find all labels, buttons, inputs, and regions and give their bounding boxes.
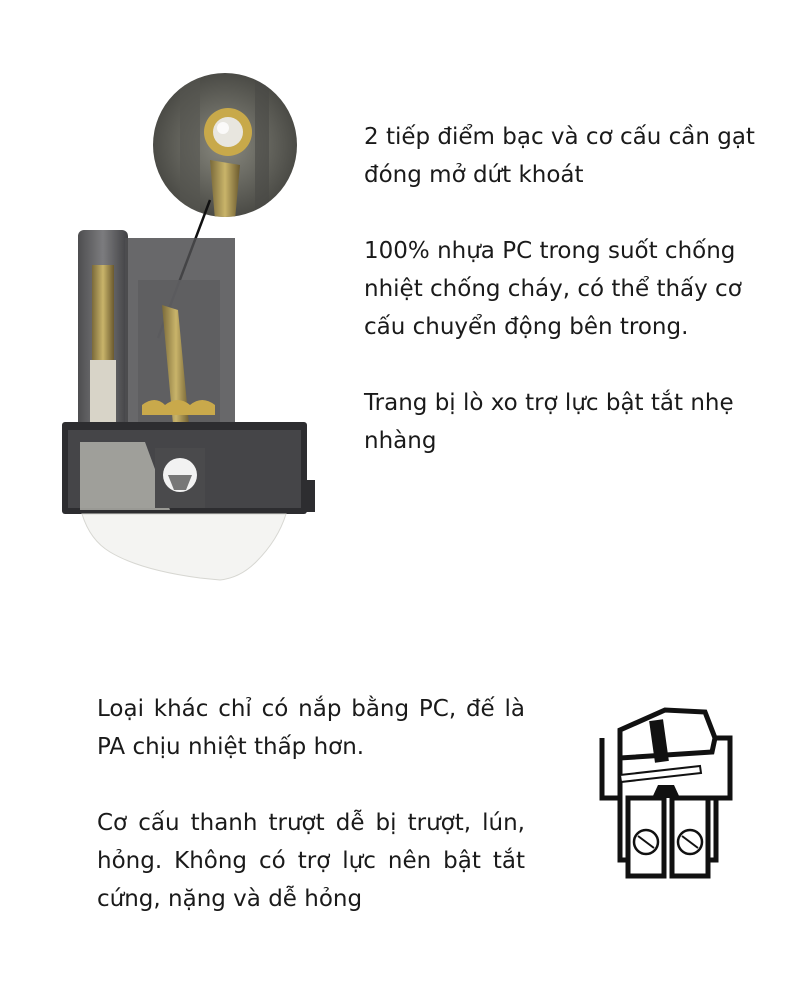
switch-housing — [125, 238, 235, 435]
comparison-text — [97, 690, 525, 918]
slider-mechanism-diagram — [590, 690, 740, 890]
switch-rocker — [82, 514, 286, 580]
diagram-slider-bar — [620, 766, 701, 782]
feature-list — [364, 118, 764, 460]
contact-zoom-inset — [153, 70, 297, 220]
comparison-material: Loại khác chỉ có nắp bằng PC, đế là PA chịu nhiệt thấp hơn. — [97, 696, 525, 760]
switch-product-image — [50, 70, 330, 590]
diagram-rocker — [620, 710, 715, 758]
switch-cylinder — [78, 230, 128, 430]
diagram-contact — [652, 785, 680, 798]
comparison-mechanism: Cơ cấu thanh trượt dễ bị trượt, lún, hỏng. Không có trợ lực nên bật tắt cứng, nặng và dễ hỏng — [97, 810, 525, 912]
feature-spring: Trang bị lò xo trợ lực bật tắt nhẹ nhàng — [364, 390, 734, 454]
feature-material: 100% nhựa PC trong suốt chống nhiệt chống cháy, có thể thấy cơ cấu chuyển động bên trong. — [364, 238, 742, 340]
switch-base — [62, 422, 315, 514]
feature-contacts: 2 tiếp điểm bạc và cơ cấu cần gạt đóng mở dứt khoát — [364, 124, 755, 188]
